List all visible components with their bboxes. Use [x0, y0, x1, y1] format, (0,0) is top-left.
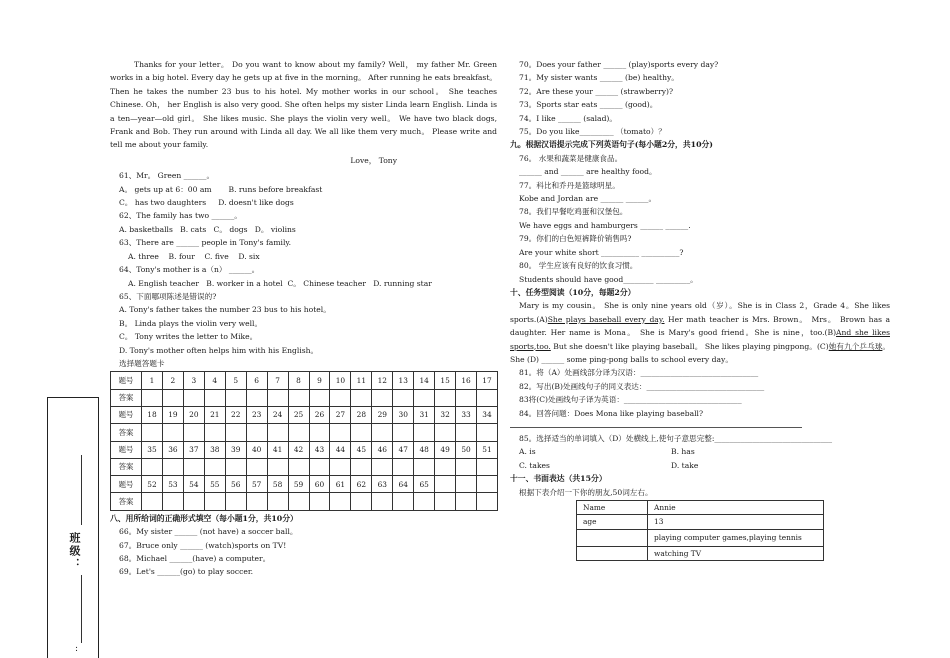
question-stem: 61、Mr。 Green ______。: [119, 171, 215, 181]
answer-cell[interactable]: [372, 424, 393, 441]
question-number-cell: [435, 476, 456, 493]
q85-options-row1: A. is B. has: [519, 447, 695, 457]
question-number-cell: 7: [267, 372, 288, 389]
answer-cell[interactable]: [414, 458, 435, 475]
letter-signature: Love， Tony: [350, 155, 397, 165]
question-number-cell: 2: [162, 372, 183, 389]
q78-cn: 78。我们早餐吃鸡蛋和汉堡包。: [519, 207, 628, 217]
question-number-cell: [456, 476, 477, 493]
question-number-cell: 6: [246, 372, 267, 389]
answer-cell[interactable]: [225, 493, 246, 510]
answer-cell[interactable]: [435, 493, 456, 510]
q72: 72。Are these your ______ (strawberry)?: [519, 86, 674, 96]
answer-label-cell: 答案: [111, 389, 142, 406]
question-stem: 64、Tony's mother is a（n） ______。: [119, 265, 260, 275]
answer-cell[interactable]: [456, 493, 477, 510]
answer-cell[interactable]: [393, 458, 414, 475]
question-number-cell: 27: [330, 406, 351, 423]
margin-fill-line-top: [81, 455, 82, 525]
class-label: 班级：: [68, 532, 81, 571]
q83: 83将(C)处画线句子译为英语：_______________________________: [519, 395, 742, 405]
answer-cell[interactable]: [225, 458, 246, 475]
question-number-cell: 64: [393, 476, 414, 493]
answer-cell[interactable]: [393, 389, 414, 406]
question-number-cell: 31: [414, 406, 435, 423]
question-number-cell: 14: [414, 372, 435, 389]
option-row: A. English teacher B. worker in a hotel C。 Chinese teacher D. running star: [128, 278, 432, 288]
answer-card-answer-row: [111, 458, 498, 475]
answer-cell[interactable]: [309, 493, 330, 510]
question-number-cell: [477, 476, 498, 493]
q75: 75。Do you like_________ （tomato）？: [519, 127, 666, 137]
info-row: Name Annie: [577, 501, 824, 515]
question-number-cell: 41: [267, 441, 288, 458]
question-number-cell: 36: [162, 441, 183, 458]
margin-colon: :: [75, 644, 79, 654]
answer-cell[interactable]: [183, 493, 204, 510]
answer-cell[interactable]: [288, 389, 309, 406]
answer-cell[interactable]: [204, 458, 225, 475]
answer-cell[interactable]: [204, 389, 225, 406]
answer-cell[interactable]: [183, 458, 204, 475]
answer-cell[interactable]: [435, 458, 456, 475]
question-number-cell: 43: [309, 441, 330, 458]
question-number-cell: 16: [456, 372, 477, 389]
section11-prompt: 根据下表介绍一下你的朋友,50词左右。: [519, 487, 653, 497]
question-number-cell: 37: [183, 441, 204, 458]
question-stem: 62、The family has two ______。: [119, 211, 242, 221]
q77-en: Kobe and Jordan are ______ ______。: [519, 194, 657, 204]
question-number-cell: 33: [456, 406, 477, 423]
question-number-cell: 65: [414, 476, 435, 493]
question-number-cell: 63: [372, 476, 393, 493]
answer-cell[interactable]: [477, 458, 498, 475]
answer-label-cell: 答案: [111, 424, 142, 441]
friend-info-table: [576, 500, 824, 561]
question-number-cell: 48: [414, 441, 435, 458]
question-61: [110, 169, 497, 209]
answer-cell[interactable]: [267, 389, 288, 406]
answer-cell[interactable]: [456, 458, 477, 475]
question-number-cell: 51: [477, 441, 498, 458]
q78-en: We have eggs and hamburgers ______ ______.: [519, 220, 691, 230]
question-number-cell: 34: [477, 406, 498, 423]
answer-cell[interactable]: [330, 389, 351, 406]
question-number-cell: 55: [204, 476, 225, 493]
info-row: playing computer games,playing tennis: [577, 529, 824, 546]
section9-title: 九。根据汉语提示完成下列英语句子(每小题2分，共10分): [510, 140, 713, 150]
answer-cell[interactable]: [225, 424, 246, 441]
answer-cell[interactable]: [267, 493, 288, 510]
answer-cell[interactable]: [435, 389, 456, 406]
answer-cell[interactable]: [246, 389, 267, 406]
answer-cell[interactable]: [183, 389, 204, 406]
question-number-cell: 30: [393, 406, 414, 423]
question-number-cell: 22: [225, 406, 246, 423]
answer-cell[interactable]: [142, 493, 163, 510]
answer-card-title: 选择题答题卡: [119, 358, 165, 368]
answer-cell[interactable]: [162, 458, 183, 475]
question-number-cell: 62: [351, 476, 372, 493]
answer-cell[interactable]: [162, 424, 183, 441]
answer-cell[interactable]: [330, 458, 351, 475]
answer-label-cell: 答案: [111, 458, 142, 475]
question-number-cell: 4: [204, 372, 225, 389]
answer-cell[interactable]: [309, 458, 330, 475]
answer-cell[interactable]: [393, 424, 414, 441]
question-number-cell: 13: [393, 372, 414, 389]
question-number-cell: 8: [288, 372, 309, 389]
question-number-cell: 23: [246, 406, 267, 423]
question-number-cell: 24: [267, 406, 288, 423]
q77-cn: 77。科比和乔丹是篮球明星。: [519, 180, 620, 190]
question-number-cell: 54: [183, 476, 204, 493]
question-number-cell: 60: [309, 476, 330, 493]
option: A. Tony's father takes the number 23 bus to his hotel。: [119, 305, 331, 315]
question-number-cell: 56: [225, 476, 246, 493]
question-number-cell: 39: [225, 441, 246, 458]
answer-cell[interactable]: [477, 389, 498, 406]
info-row: age 13: [577, 515, 824, 529]
q76-cn: 76。 水果和蔬菜是健康食品。: [519, 153, 623, 163]
question-number-cell: 35: [142, 441, 163, 458]
question-number-cell: 52: [142, 476, 163, 493]
q81: 81。将（A）处画线部分译为汉语：_______________________________: [519, 368, 759, 378]
answer-rule: [510, 427, 802, 428]
answer-card-answer-row: [111, 389, 498, 406]
option-row: A. basketballs B. cats C。 dogs D。 violins: [119, 224, 296, 234]
margin-fill-line-bottom: [81, 575, 82, 643]
answer-cell[interactable]: [183, 424, 204, 441]
number-label-cell: 题号: [111, 372, 142, 389]
question-number-cell: 42: [288, 441, 309, 458]
question-number-cell: 44: [330, 441, 351, 458]
question-64: [110, 263, 497, 290]
section10-passage: Mary is my cousin。 She is only nine years old（岁）。She is in Class 2，Grade 4。She likes sports.(A)She plays baseball every day. Her math teacher is Mrs. Brown。 Mrs。 Brown has a daughter. Her name is Mona。 She is Mary's good friend。She is nine，too.(B)And she likes sports,too. But she doesn't like playing baseball。 She likes playing pingpong。(C)她有九个乒乓球。She (D) ______ some ping-pong balls to school every day。: [510, 301, 890, 364]
option: B。 Linda plays the violin very well。: [119, 318, 263, 328]
answer-cell[interactable]: [246, 458, 267, 475]
question-number-cell: 25: [288, 406, 309, 423]
option: D. Tony's mother often helps him with his English。: [119, 345, 319, 355]
answer-cell[interactable]: [162, 493, 183, 510]
q74: 74。I like ______ (salad)。: [519, 113, 617, 123]
q79-en: Are your white short __________ __________?: [519, 247, 684, 257]
question-63: [110, 236, 497, 263]
answer-cell[interactable]: [351, 424, 372, 441]
question-number-cell: 49: [435, 441, 456, 458]
question-number-cell: 45: [351, 441, 372, 458]
q84: 84。回答问题：Does Mona like playing baseball?: [519, 408, 704, 418]
answer-cell[interactable]: [288, 424, 309, 441]
question-number-cell: 32: [435, 406, 456, 423]
section11-title: 十一、书面表达（共15分）: [510, 474, 607, 484]
question-number-cell: 40: [246, 441, 267, 458]
binding-margin-box: [47, 397, 99, 658]
question-number-cell: 28: [351, 406, 372, 423]
answer-cell[interactable]: [393, 493, 414, 510]
answer-cell[interactable]: [351, 493, 372, 510]
question-number-cell: 1: [142, 372, 163, 389]
answer-cell[interactable]: [142, 458, 163, 475]
answer-cell[interactable]: [309, 389, 330, 406]
info-row: watching TV: [577, 546, 824, 560]
question-stem: 65、下面哪项陈述是错误的?: [119, 291, 217, 301]
question-number-cell: 47: [393, 441, 414, 458]
q73: 73。Sports star eats ______ (good)。: [519, 100, 658, 110]
question-number-cell: 19: [162, 406, 183, 423]
answer-card-number-row: [111, 372, 498, 389]
q80-en: Students should have good________ _________。: [519, 274, 698, 284]
option-row: C。 has two daughters D. doesn't like dogs: [119, 198, 294, 208]
answer-label-cell: 答案: [111, 493, 142, 510]
question-number-cell: 5: [225, 372, 246, 389]
answer-cell[interactable]: [477, 493, 498, 510]
number-label-cell: 题号: [111, 476, 142, 493]
question-number-cell: 3: [183, 372, 204, 389]
answer-cell[interactable]: [330, 493, 351, 510]
question-number-cell: 9: [309, 372, 330, 389]
answer-cell[interactable]: [267, 424, 288, 441]
q79-cn: 79。你们的白色短裤降价销售吗?: [519, 234, 632, 244]
answer-cell[interactable]: [372, 458, 393, 475]
question-number-cell: 15: [435, 372, 456, 389]
question-number-cell: 12: [372, 372, 393, 389]
answer-cell[interactable]: [142, 389, 163, 406]
answer-card-answer-row: [111, 424, 498, 441]
question-number-cell: 26: [309, 406, 330, 423]
answer-cell[interactable]: [435, 424, 456, 441]
question-number-cell: 11: [351, 372, 372, 389]
answer-cell[interactable]: [477, 424, 498, 441]
answer-cell[interactable]: [351, 458, 372, 475]
option-row: A. three B. four C. five D. six: [128, 251, 260, 261]
q66: 66。My sister ______ (not have) a soccer ball。: [119, 527, 298, 537]
answer-cell[interactable]: [225, 389, 246, 406]
q69: 69。Let's ______(go) to play soccer.: [119, 567, 254, 577]
question-65: [110, 290, 497, 357]
answer-cell[interactable]: [162, 389, 183, 406]
option: C。 Tony writes the letter to Mike。: [119, 332, 258, 342]
question-stem: 63、There are ______ people in Tony's family.: [119, 238, 292, 248]
answer-card-number-row: [111, 441, 498, 458]
question-number-cell: 59: [288, 476, 309, 493]
q76-en: ______ and ______ are healthy food。: [519, 167, 657, 177]
q85: 85。选择适当的单词填入（D）处横线上,使句子意思完整:_______________________________: [519, 433, 833, 443]
answer-cell[interactable]: [351, 389, 372, 406]
answer-cell[interactable]: [204, 424, 225, 441]
q80-cn: 80。 学生应该有良好的饮食习惯。: [519, 261, 638, 271]
section10-title: 十、任务型阅读（10分，每题2分）: [510, 287, 636, 297]
q67: 67。Bruce only ______ (watch)sports on TV!: [119, 540, 287, 550]
question-number-cell: 58: [267, 476, 288, 493]
answer-cell[interactable]: [309, 424, 330, 441]
answer-cell[interactable]: [372, 389, 393, 406]
q70: 70。Does your father ______ (play)sports every day?: [519, 60, 719, 69]
letter-body: Thanks for your letter。 Do you want to know about my family? Well， my father Mr. Green works in a big hotel. Every day he gets up at five in the morning。 After running he eats breakfast。 Then he takes the number 23 bus to his hotel. My mother works in our school。 She teaches Chinese. Oh， her English is also very good. She often helps my sister Linda learn English. Linda is a ten—year—old girl。 She likes music. She plays the violin very well。 We have two black dogs, Frank and Bob. They run around with Linda all day. We all like them very much。 Please write and tell me about your family.: [110, 60, 497, 150]
answer-cell[interactable]: [456, 389, 477, 406]
answer-cell[interactable]: [246, 493, 267, 510]
question-number-cell: 50: [456, 441, 477, 458]
question-number-cell: 20: [183, 406, 204, 423]
q85-options-row2: C. takes D. take: [519, 460, 699, 470]
question-number-cell: 38: [204, 441, 225, 458]
question-number-cell: 29: [372, 406, 393, 423]
question-number-cell: 18: [142, 406, 163, 423]
answer-cell[interactable]: [288, 458, 309, 475]
question-number-cell: 21: [204, 406, 225, 423]
q68: 68。Michael ______(have) a computer。: [119, 553, 271, 563]
question-number-cell: 17: [477, 372, 498, 389]
question-number-cell: 61: [330, 476, 351, 493]
question-number-cell: 53: [162, 476, 183, 493]
question-62: [110, 209, 497, 236]
answer-cell[interactable]: [456, 424, 477, 441]
answer-cell[interactable]: [414, 424, 435, 441]
answer-card-number-row: [111, 406, 498, 423]
answer-card-number-row: [111, 476, 498, 493]
answer-cell[interactable]: [142, 424, 163, 441]
answer-cell[interactable]: [372, 493, 393, 510]
answer-cell[interactable]: [330, 424, 351, 441]
question-number-cell: 10: [330, 372, 351, 389]
answer-cell[interactable]: [414, 389, 435, 406]
q82: 82。写出(B)处画线句子的同义表达：_______________________________: [519, 381, 765, 391]
section8-title: 八、用所给词的正确形式填空（每小题1分，共10分）: [110, 513, 298, 523]
answer-cell[interactable]: [288, 493, 309, 510]
number-label-cell: 题号: [111, 406, 142, 423]
option-row: A。 gets up at 6：00 am B. runs before breakfast: [119, 184, 323, 194]
answer-cell[interactable]: [204, 493, 225, 510]
answer-cell[interactable]: [414, 493, 435, 510]
answer-card-table: [110, 371, 498, 510]
answer-cell[interactable]: [246, 424, 267, 441]
q71: 71。My sister wants ______ (be) healthy。: [519, 73, 679, 83]
right-column: [510, 58, 890, 561]
number-label-cell: 题号: [111, 441, 142, 458]
left-column: [110, 58, 497, 579]
question-number-cell: 57: [246, 476, 267, 493]
answer-card-answer-row: [111, 493, 498, 510]
question-number-cell: 46: [372, 441, 393, 458]
answer-cell[interactable]: [267, 458, 288, 475]
